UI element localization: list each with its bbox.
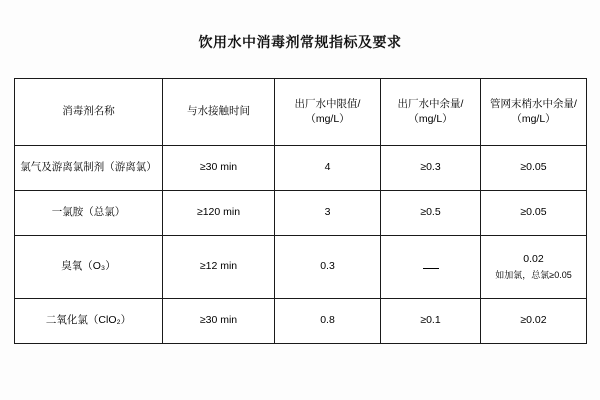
cell-contact-time: ≥12 min xyxy=(163,236,275,299)
cell-limit: 3 xyxy=(275,191,381,236)
cell-residual-plant: ≥0.5 xyxy=(381,191,481,236)
table-container xyxy=(14,78,586,344)
cell-residual-plant xyxy=(381,236,481,299)
cell-contact-time: ≥30 min xyxy=(163,299,275,344)
table-row xyxy=(15,299,587,344)
cell-residual-network-value: 0.02 xyxy=(523,252,544,265)
column-header-residual-plant xyxy=(381,79,481,146)
column-header-name xyxy=(15,79,163,146)
table-row xyxy=(15,236,587,299)
cell-residual-plant: ≥0.1 xyxy=(381,299,481,344)
cell-disinfectant-name: 一氯胺（总氯） xyxy=(15,191,163,236)
column-header-residual-plant-line2: （mg/L） xyxy=(408,113,453,125)
empty-value-dash xyxy=(423,261,439,269)
table-header-row xyxy=(15,79,587,146)
table-header xyxy=(15,79,587,146)
column-header-contact-time xyxy=(163,79,275,146)
cell-residual-network-note: 如加氯，总氯≥0.05 xyxy=(495,270,572,281)
cell-disinfectant-name: 二氧化氯（ClO₂） xyxy=(15,299,163,344)
column-header-contact-time-line1: 与水接触时间 xyxy=(187,105,250,118)
disinfectant-indicators-table xyxy=(14,78,587,344)
column-header-residual-plant-line1: 出厂水中余量/ xyxy=(397,97,464,110)
column-header-residual-network-line1: 管网末梢水中余量/ xyxy=(490,97,577,110)
cell-contact-time: ≥120 min xyxy=(163,191,275,236)
cell-residual-network: ≥0.02 xyxy=(481,299,587,344)
cell-disinfectant-name: 氯气及游离氯制剂（游离氯） xyxy=(15,146,163,191)
table-body xyxy=(15,146,587,344)
cell-limit: 0.8 xyxy=(275,299,381,344)
table-row xyxy=(15,191,587,236)
cell-residual-plant: ≥0.3 xyxy=(381,146,481,191)
column-header-name-line1: 消毒剂名称 xyxy=(62,105,115,118)
page-title: 饮用水中消毒剂常规指标及要求 xyxy=(198,34,402,50)
cell-residual-network xyxy=(481,236,587,299)
cell-disinfectant-name: 臭氧（O₃） xyxy=(15,236,163,299)
column-header-limit-line1: 出厂水中限值/ xyxy=(294,97,361,110)
column-header-limit xyxy=(275,79,381,146)
table-row xyxy=(15,146,587,191)
column-header-limit-line2: （mg/L） xyxy=(305,113,350,125)
column-header-residual-network xyxy=(481,79,587,146)
column-header-residual-network-line2: （mg/L） xyxy=(511,113,556,125)
cell-limit: 0.3 xyxy=(275,236,381,299)
cell-contact-time: ≥30 min xyxy=(163,146,275,191)
cell-limit: 4 xyxy=(275,146,381,191)
cell-residual-network: ≥0.05 xyxy=(481,146,587,191)
cell-residual-network: ≥0.05 xyxy=(481,191,587,236)
